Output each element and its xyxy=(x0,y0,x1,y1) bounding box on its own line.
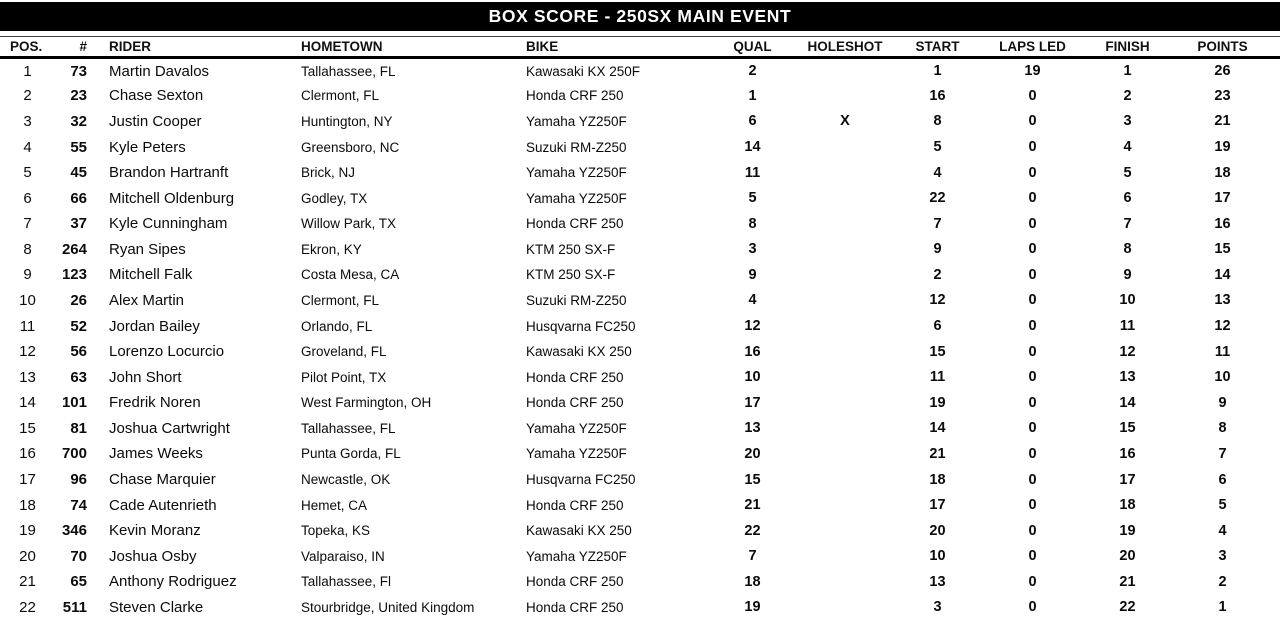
cell-laps_led: 0 xyxy=(1028,292,1037,309)
cell-rider: Cade Autenrieth xyxy=(109,496,217,514)
cell-points: 4 xyxy=(1218,522,1227,539)
cell-hometown: Brick, NJ xyxy=(301,165,355,181)
cell-qual: 13 xyxy=(744,420,761,437)
cell-points: 18 xyxy=(1214,164,1231,181)
column-header-holeshot: HOLESHOT xyxy=(790,37,900,58)
cell-qual: 19 xyxy=(744,599,761,616)
cell-holeshot xyxy=(790,313,900,339)
cell-bike: Yamaha YZ250F xyxy=(526,548,627,564)
cell-points: 7 xyxy=(1218,445,1227,462)
cell-num: 511 xyxy=(62,598,87,616)
cell-bike: Honda CRF 250 xyxy=(526,369,624,385)
cell-qual: 12 xyxy=(744,318,761,335)
cell-holeshot xyxy=(790,390,900,416)
column-header-laps-led: LAPS LED xyxy=(975,37,1090,58)
cell-finish: 7 xyxy=(1123,215,1132,232)
cell-bike: Yamaha YZ250F xyxy=(526,420,627,436)
cell-bike: Honda CRF 250 xyxy=(526,497,624,513)
cell-laps_led: 0 xyxy=(1028,394,1037,411)
table-row xyxy=(0,160,1280,186)
cell-hometown: Clermont, FL xyxy=(301,292,380,308)
table-row xyxy=(0,313,1280,339)
table-row xyxy=(0,262,1280,288)
cell-laps_led: 0 xyxy=(1028,318,1037,335)
cell-laps_led: 0 xyxy=(1028,164,1037,181)
cell-laps_led: 0 xyxy=(1028,215,1037,232)
cell-bike: Yamaha YZ250F xyxy=(526,165,627,181)
cell-num: 70 xyxy=(70,547,87,565)
cell-finish: 4 xyxy=(1123,139,1132,156)
cell-bike: Husqvarna FC250 xyxy=(526,318,636,334)
table-row xyxy=(0,441,1280,467)
cell-finish: 10 xyxy=(1119,292,1136,309)
cell-finish: 1 xyxy=(1123,63,1132,80)
cell-rider: Lorenzo Locurcio xyxy=(109,343,225,361)
table-row xyxy=(0,288,1280,314)
cell-hometown: Valparaiso, IN xyxy=(301,548,385,564)
cell-hometown: Clermont, FL xyxy=(301,88,380,104)
cell-bike: Honda CRF 250 xyxy=(526,574,624,590)
cell-hometown: West Farmington, OH xyxy=(301,395,432,411)
cell-points: 21 xyxy=(1214,113,1231,130)
cell-rider: Steven Clarke xyxy=(109,598,204,616)
header-row xyxy=(0,37,1280,58)
cell-hometown: Orlando, FL xyxy=(301,318,373,334)
cell-qual: 6 xyxy=(748,113,757,130)
table-row xyxy=(0,109,1280,135)
table-row xyxy=(0,518,1280,544)
cell-points: 17 xyxy=(1214,190,1231,207)
cell-qual: 20 xyxy=(744,445,761,462)
cell-start: 16 xyxy=(929,87,946,104)
cell-hometown: Punta Gorda, FL xyxy=(301,446,401,462)
cell-laps_led: 0 xyxy=(1028,497,1037,514)
table-row xyxy=(0,416,1280,442)
cell-holeshot xyxy=(790,288,900,314)
cell-pos: 22 xyxy=(19,598,36,616)
cell-pos: 16 xyxy=(19,445,36,463)
cell-start: 4 xyxy=(933,164,942,181)
cell-hometown: Topeka, KS xyxy=(301,523,371,539)
cell-pos: 13 xyxy=(19,368,36,386)
cell-pos: 8 xyxy=(23,240,32,258)
cell-start: 20 xyxy=(929,522,946,539)
cell-points: 11 xyxy=(1214,343,1231,360)
column-header-: # xyxy=(55,37,95,58)
cell-bike: Honda CRF 250 xyxy=(526,395,624,411)
cell-rider: Chase Sexton xyxy=(109,87,204,105)
cell-laps_led: 0 xyxy=(1028,241,1037,258)
cell-holeshot xyxy=(790,569,900,595)
cell-bike: Yamaha YZ250F xyxy=(526,190,627,206)
cell-start: 19 xyxy=(929,394,946,411)
cell-num: 123 xyxy=(61,266,87,284)
cell-holeshot xyxy=(790,83,900,109)
cell-qual: 11 xyxy=(744,164,761,181)
cell-pos: 18 xyxy=(19,496,36,514)
cell-rider: James Weeks xyxy=(109,445,203,463)
cell-finish: 17 xyxy=(1119,471,1136,488)
cell-start: 14 xyxy=(929,420,946,437)
cell-holeshot xyxy=(790,595,900,621)
cell-bike: KTM 250 SX-F xyxy=(526,267,616,283)
cell-bike: Kawasaki KX 250 xyxy=(526,523,632,539)
cell-laps_led: 0 xyxy=(1028,445,1037,462)
column-header-finish: FINISH xyxy=(1090,37,1165,58)
cell-laps_led: 0 xyxy=(1028,573,1037,590)
cell-hometown: Stourbridge, United Kingdom xyxy=(301,599,475,615)
column-header-hometown: HOMETOWN xyxy=(295,37,520,58)
cell-num: 264 xyxy=(61,240,87,258)
table-row xyxy=(0,211,1280,237)
cell-finish: 16 xyxy=(1119,445,1136,462)
cell-points: 23 xyxy=(1214,87,1231,104)
cell-num: 56 xyxy=(70,343,87,361)
cell-num: 52 xyxy=(70,317,87,335)
cell-points: 13 xyxy=(1214,292,1231,309)
cell-pos: 10 xyxy=(19,291,36,309)
cell-hometown: Newcastle, OK xyxy=(301,472,391,488)
cell-qual: 4 xyxy=(748,292,757,309)
cell-points: 10 xyxy=(1214,369,1231,386)
column-header-bike: BIKE xyxy=(520,37,715,58)
cell-hometown: Pilot Point, TX xyxy=(301,369,387,385)
cell-finish: 8 xyxy=(1123,241,1132,258)
cell-laps_led: 0 xyxy=(1028,599,1037,616)
cell-bike: Kawasaki KX 250 xyxy=(526,344,632,360)
cell-hometown: Willow Park, TX xyxy=(301,216,397,232)
cell-laps_led: 0 xyxy=(1028,87,1037,104)
cell-start: 10 xyxy=(929,548,946,565)
cell-points: 12 xyxy=(1214,318,1231,335)
cell-rider: Mitchell Falk xyxy=(109,266,193,284)
column-header-points: POINTS xyxy=(1165,37,1280,58)
table-row xyxy=(0,543,1280,569)
column-header-rider: RIDER xyxy=(95,37,295,58)
cell-finish: 21 xyxy=(1119,573,1136,590)
cell-hometown: Tallahassee, FL xyxy=(301,63,396,79)
cell-holeshot xyxy=(790,441,900,467)
table-row xyxy=(0,569,1280,595)
cell-bike: Honda CRF 250 xyxy=(526,88,624,104)
cell-laps_led: 0 xyxy=(1028,190,1037,207)
table-row xyxy=(0,492,1280,518)
cell-finish: 19 xyxy=(1119,522,1136,539)
cell-qual: 16 xyxy=(744,343,761,360)
cell-rider: Kevin Moranz xyxy=(109,522,201,540)
cell-hometown: Godley, TX xyxy=(301,190,368,206)
cell-pos: 3 xyxy=(23,112,32,130)
table-row xyxy=(0,390,1280,416)
cell-laps_led: 0 xyxy=(1028,266,1037,283)
cell-num: 101 xyxy=(61,394,87,412)
cell-rider: Ryan Sipes xyxy=(109,240,186,258)
cell-pos: 19 xyxy=(19,522,36,540)
cell-bike: Yamaha YZ250F xyxy=(526,113,627,129)
table-row xyxy=(0,364,1280,390)
cell-qual: 17 xyxy=(744,394,761,411)
cell-start: 6 xyxy=(933,318,942,335)
cell-laps_led: 0 xyxy=(1028,548,1037,565)
cell-rider: Fredrik Noren xyxy=(109,394,201,412)
cell-points: 5 xyxy=(1218,497,1227,514)
cell-start: 12 xyxy=(929,292,946,309)
cell-points: 8 xyxy=(1218,420,1227,437)
page-title: BOX SCORE - 250SX MAIN EVENT xyxy=(488,6,792,26)
cell-finish: 12 xyxy=(1119,343,1136,360)
column-header-qual: QUAL xyxy=(715,37,790,58)
cell-qual: 21 xyxy=(744,497,761,514)
cell-hometown: Tallahassee, Fl xyxy=(301,574,392,590)
cell-num: 26 xyxy=(70,291,87,309)
cell-points: 9 xyxy=(1218,394,1227,411)
cell-holeshot xyxy=(790,339,900,365)
cell-bike: Suzuki RM-Z250 xyxy=(526,292,627,308)
cell-num: 65 xyxy=(70,573,87,591)
cell-start: 11 xyxy=(929,369,946,386)
cell-start: 5 xyxy=(933,139,942,156)
cell-hometown: Ekron, KY xyxy=(301,241,362,257)
cell-hometown: Huntington, NY xyxy=(301,113,393,129)
cell-pos: 17 xyxy=(19,471,36,489)
cell-start: 22 xyxy=(929,190,946,207)
cell-holeshot xyxy=(790,237,900,263)
table-row xyxy=(0,134,1280,160)
cell-bike: Suzuki RM-Z250 xyxy=(526,139,627,155)
cell-qual: 15 xyxy=(744,471,761,488)
cell-finish: 15 xyxy=(1119,420,1136,437)
cell-bike: Honda CRF 250 xyxy=(526,599,624,615)
cell-finish: 11 xyxy=(1119,318,1136,335)
cell-bike: Honda CRF 250 xyxy=(526,216,624,232)
cell-pos: 14 xyxy=(19,394,36,412)
table-row xyxy=(0,83,1280,109)
cell-rider: Mitchell Oldenburg xyxy=(109,189,235,207)
cell-finish: 3 xyxy=(1123,113,1132,130)
cell-points: 16 xyxy=(1214,215,1231,232)
cell-bike: KTM 250 SX-F xyxy=(526,241,616,257)
cell-holeshot xyxy=(790,543,900,569)
cell-qual: 7 xyxy=(748,548,757,565)
cell-start: 9 xyxy=(933,241,942,258)
cell-laps_led: 0 xyxy=(1028,113,1037,130)
cell-hometown: Hemet, CA xyxy=(301,497,368,513)
cell-laps_led: 0 xyxy=(1028,139,1037,156)
cell-num: 96 xyxy=(70,471,87,489)
cell-num: 32 xyxy=(70,112,87,130)
cell-hometown: Tallahassee, FL xyxy=(301,420,396,436)
cell-pos: 12 xyxy=(19,343,36,361)
cell-holeshot xyxy=(790,467,900,493)
cell-bike: Yamaha YZ250F xyxy=(526,446,627,462)
cell-start: 13 xyxy=(929,573,946,590)
cell-pos: 21 xyxy=(19,573,36,591)
cell-points: 3 xyxy=(1218,548,1227,565)
table-row xyxy=(0,58,1280,84)
cell-hometown: Groveland, FL xyxy=(301,344,387,360)
cell-start: 8 xyxy=(933,113,942,130)
cell-pos: 15 xyxy=(19,419,36,437)
cell-laps_led: 0 xyxy=(1028,343,1037,360)
column-header-pos: POS. xyxy=(0,37,55,58)
cell-start: 3 xyxy=(933,599,942,616)
title-banner xyxy=(0,2,1280,31)
cell-start: 15 xyxy=(929,343,946,360)
cell-bike: Kawasaki KX 250F xyxy=(526,63,641,79)
cell-num: 81 xyxy=(70,419,87,437)
cell-rider: Joshua Cartwright xyxy=(109,419,230,437)
cell-points: 26 xyxy=(1214,63,1231,80)
cell-qual: 14 xyxy=(744,139,761,156)
cell-pos: 7 xyxy=(23,215,32,233)
cell-rider: Joshua Osby xyxy=(109,547,197,565)
cell-pos: 6 xyxy=(23,189,32,207)
cell-holeshot: X xyxy=(840,113,850,130)
cell-rider: Kyle Cunningham xyxy=(109,215,228,233)
cell-finish: 14 xyxy=(1119,394,1136,411)
cell-holeshot xyxy=(790,492,900,518)
table-row xyxy=(0,237,1280,263)
cell-qual: 22 xyxy=(744,522,761,539)
cell-pos: 11 xyxy=(19,317,36,335)
table-row xyxy=(0,185,1280,211)
cell-qual: 5 xyxy=(748,190,757,207)
cell-laps_led: 0 xyxy=(1028,471,1037,488)
cell-finish: 6 xyxy=(1123,190,1132,207)
cell-num: 74 xyxy=(70,496,87,514)
cell-pos: 1 xyxy=(23,62,32,80)
column-header-start: START xyxy=(900,37,975,58)
cell-finish: 20 xyxy=(1119,548,1136,565)
cell-start: 18 xyxy=(929,471,946,488)
cell-rider: Jordan Bailey xyxy=(109,317,200,335)
cell-pos: 4 xyxy=(23,138,32,156)
cell-num: 55 xyxy=(70,138,87,156)
cell-start: 21 xyxy=(929,445,946,462)
cell-qual: 1 xyxy=(748,87,757,104)
cell-rider: Alex Martin xyxy=(109,291,185,309)
cell-points: 1 xyxy=(1218,599,1227,616)
cell-points: 19 xyxy=(1214,139,1231,156)
cell-rider: Kyle Peters xyxy=(109,138,186,156)
cell-laps_led: 0 xyxy=(1028,522,1037,539)
cell-holeshot xyxy=(790,134,900,160)
cell-start: 7 xyxy=(933,215,942,232)
table-row xyxy=(0,339,1280,365)
cell-num: 23 xyxy=(70,87,87,105)
cell-holeshot xyxy=(790,58,900,84)
cell-points: 15 xyxy=(1214,241,1231,258)
cell-start: 17 xyxy=(929,497,946,514)
cell-num: 45 xyxy=(70,164,87,182)
table-row xyxy=(0,595,1280,621)
cell-holeshot xyxy=(790,364,900,390)
cell-rider: Justin Cooper xyxy=(109,112,202,130)
cell-points: 14 xyxy=(1214,266,1231,283)
cell-start: 2 xyxy=(933,266,942,283)
cell-rider: Anthony Rodriguez xyxy=(109,573,237,591)
cell-finish: 2 xyxy=(1123,87,1132,104)
table-body xyxy=(0,58,1280,621)
cell-finish: 5 xyxy=(1123,164,1132,181)
cell-finish: 18 xyxy=(1119,497,1136,514)
cell-hometown: Costa Mesa, CA xyxy=(301,267,400,283)
cell-laps_led: 0 xyxy=(1028,369,1037,386)
cell-pos: 5 xyxy=(23,164,32,182)
cell-rider: Brandon Hartranft xyxy=(109,164,229,182)
box-score-page xyxy=(0,2,1280,626)
cell-start: 1 xyxy=(933,63,942,80)
cell-rider: John Short xyxy=(109,368,182,386)
cell-points: 6 xyxy=(1218,471,1227,488)
cell-holeshot xyxy=(790,262,900,288)
cell-qual: 9 xyxy=(748,266,757,283)
cell-bike: Husqvarna FC250 xyxy=(526,472,636,488)
cell-num: 63 xyxy=(70,368,87,386)
table-row xyxy=(0,467,1280,493)
cell-pos: 2 xyxy=(23,87,32,105)
cell-hometown: Greensboro, NC xyxy=(301,139,400,155)
cell-points: 2 xyxy=(1218,573,1227,590)
cell-num: 700 xyxy=(61,445,87,463)
cell-num: 73 xyxy=(70,62,87,80)
cell-finish: 13 xyxy=(1119,369,1136,386)
cell-rider: Chase Marquier xyxy=(109,471,216,489)
cell-holeshot xyxy=(790,185,900,211)
cell-qual: 2 xyxy=(748,63,757,80)
cell-laps_led: 19 xyxy=(1024,63,1041,80)
cell-finish: 9 xyxy=(1123,266,1132,283)
cell-num: 37 xyxy=(70,215,87,233)
cell-qual: 8 xyxy=(748,215,757,232)
cell-holeshot xyxy=(790,160,900,186)
cell-qual: 3 xyxy=(748,241,757,258)
cell-holeshot xyxy=(790,416,900,442)
cell-finish: 22 xyxy=(1119,599,1136,616)
cell-rider: Martin Davalos xyxy=(109,62,210,80)
cell-holeshot xyxy=(790,518,900,544)
cell-laps_led: 0 xyxy=(1028,420,1037,437)
cell-holeshot xyxy=(790,211,900,237)
cell-pos: 20 xyxy=(19,547,36,565)
cell-num: 346 xyxy=(61,522,87,540)
box-score-table xyxy=(0,36,1280,620)
cell-qual: 10 xyxy=(744,369,761,386)
cell-qual: 18 xyxy=(744,573,761,590)
cell-num: 66 xyxy=(70,189,87,207)
cell-pos: 9 xyxy=(23,266,32,284)
